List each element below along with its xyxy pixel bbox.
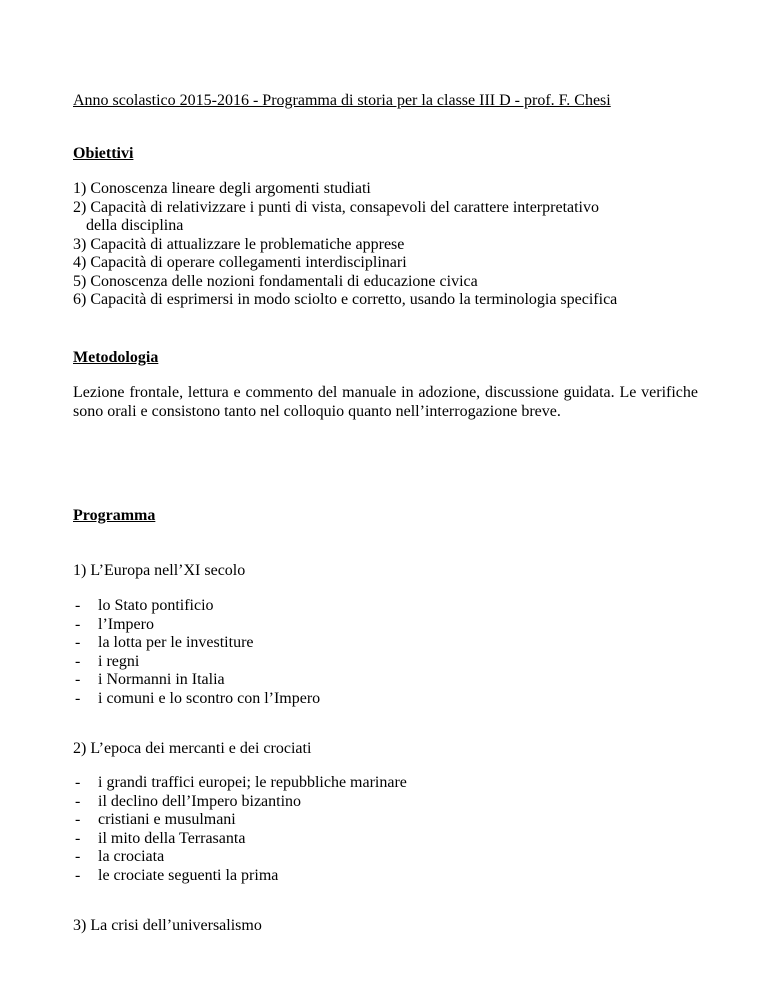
programma-section-list: [73, 774, 407, 885]
list-item: - la lotta per le investiture: [73, 634, 320, 653]
metodologia-heading: Metodologia: [73, 349, 159, 366]
list-item: - i comuni e lo scontro con l’Impero: [73, 690, 320, 709]
obiettivo-text: 5) Conoscenza delle nozioni fondamentali di educazione civica: [73, 272, 478, 290]
programma-heading: Programma: [73, 507, 156, 524]
programma-section-title: 1) L’Europa nell’XI secolo: [73, 562, 246, 579]
programma-section-title: 2) L’epoca dei mercanti e dei crociati: [73, 740, 312, 757]
list-item: - i regni: [73, 653, 320, 672]
list-item: - le crociate seguenti la prima: [73, 867, 407, 886]
obiettivi-list: [73, 180, 698, 310]
document-title: Anno scolastico 2015-2016 - Programma di storia per la classe III D - prof. F. Chesi: [73, 92, 611, 109]
list-item: - il mito della Terrasanta: [73, 830, 407, 849]
obiettivo-text: 2) Capacità di relativizzare i punti di vista, consapevoli del carattere interpretativo: [73, 198, 599, 216]
obiettivo-text: 3) Capacità di attualizzare le problematiche apprese: [73, 235, 405, 253]
obiettivo-text: 4) Capacità di operare collegamenti interdisciplinari: [73, 254, 407, 271]
obiettivo-item: [73, 291, 698, 310]
obiettivi-heading: Obiettivi: [73, 145, 134, 162]
programma-section-title: 3) La crisi dell’universalismo: [73, 917, 262, 934]
list-item: - i Normanni in Italia: [73, 671, 320, 690]
obiettivo-item: [73, 180, 698, 199]
obiettivo-continuation: della disciplina: [86, 217, 184, 234]
obiettivo-item: [73, 254, 698, 273]
obiettivo-text: 1) Conoscenza lineare degli argomenti studiati: [73, 180, 371, 197]
obiettivo-item: [73, 236, 698, 255]
obiettivo-item: [73, 199, 698, 236]
list-item: - cristiani e musulmani: [73, 811, 407, 830]
programma-section-list: [73, 597, 320, 708]
metodologia-text: Lezione frontale, lettura e commento del manuale in adozione, discussione guidata. Le verifiche sono orali e consistono tanto nel colloquio quanto nell’interrogazione breve.: [73, 384, 698, 420]
list-item: - il declino dell’Impero bizantino: [73, 793, 407, 812]
list-item: - lo Stato pontificio: [73, 597, 320, 616]
obiettivo-item: [73, 273, 698, 292]
obiettivo-text: 6) Capacità di esprimersi in modo sciolto e corretto, usando la terminologia specifica: [73, 291, 618, 308]
list-item: - la crociata: [73, 848, 407, 867]
list-item: - i grandi traffici europei; le repubbliche marinare: [73, 774, 407, 793]
list-item: - l’Impero: [73, 616, 320, 635]
